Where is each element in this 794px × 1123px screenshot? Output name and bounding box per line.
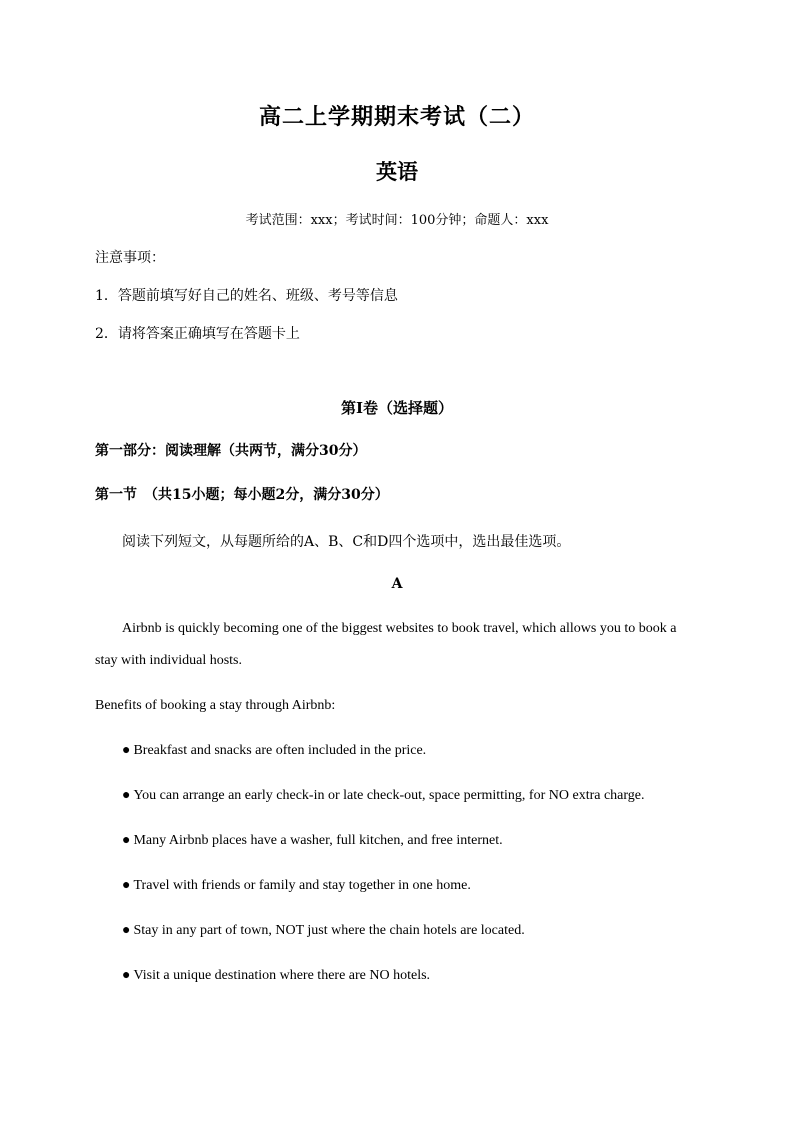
note-item-1: 1．答题前填写好自己的姓名、班级、考号等信息 (95, 288, 398, 304)
notes-heading: 注意事项： (95, 250, 165, 266)
bullet-icon: ● (122, 833, 131, 848)
list-item (122, 968, 430, 984)
list-item-text: Visit a unique destination where there are NO hotels. (133, 968, 431, 983)
bullet-icon: ● (122, 923, 131, 938)
exam-meta: 考试范围：xxx；考试时间：100分钟；命题人：xxx (245, 213, 549, 228)
list-item-text: Breakfast and snacks are often included in the price. (133, 743, 427, 758)
benefits-heading: Benefits of booking a stay through Airbnb: (95, 698, 336, 713)
subject-title: 英语 (376, 159, 418, 184)
note-item-2: 2．请将答案正确填写在答题卡上 (95, 326, 300, 342)
list-item (122, 833, 503, 849)
bullet-icon: ● (122, 788, 131, 803)
section-title: 第一节 （共15小题；每小题2分，满分30分） (95, 487, 389, 503)
part-title: 第一部分：阅读理解（共两节，满分30分） (95, 443, 367, 459)
bullet-icon: ● (122, 968, 131, 983)
list-item (122, 878, 471, 894)
list-item (122, 788, 645, 804)
reading-instruction: 阅读下列短文，从每题所给的A、B、C和D四个选项中，选出最佳选项。 (122, 534, 571, 550)
list-item (122, 923, 525, 939)
list-item-text: Many Airbnb places have a washer, full kitchen, and free internet. (133, 833, 503, 848)
bullet-icon: ● (122, 878, 131, 893)
passage-intro-line-2: stay with individual hosts. (95, 653, 242, 668)
passage-letter: A (391, 576, 403, 592)
list-item-text: Travel with friends or family and stay together in one home. (133, 878, 471, 893)
list-item-text: You can arrange an early check-in or late check-out, space permitting, for NO extra charge. (133, 788, 645, 803)
passage-intro-line-1: Airbnb is quickly becoming one of the biggest websites to book travel, which allows you to book a (122, 621, 677, 636)
bullet-icon: ● (122, 743, 131, 758)
volume-title: 第I卷（选择题） (340, 399, 454, 417)
list-item-text: Stay in any part of town, NOT just where the chain hotels are located. (133, 923, 525, 938)
list-item (122, 743, 426, 759)
exam-title: 高二上学期期末考试（二） (258, 104, 535, 130)
